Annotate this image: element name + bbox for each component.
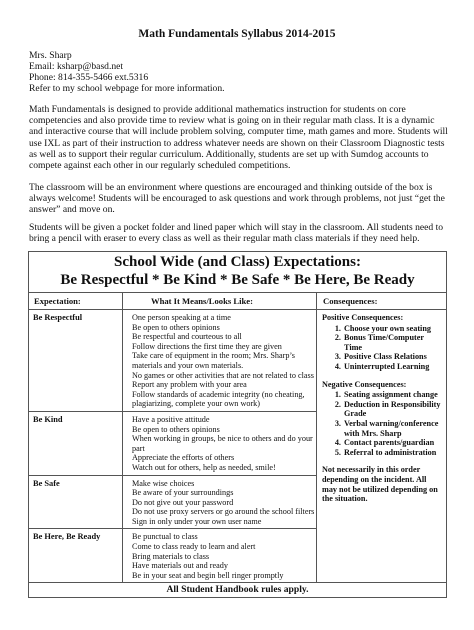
list-item: Appreciate the efforts of others [132, 453, 235, 463]
list-item: 2. Bonus Time/Computer Time [343, 333, 443, 352]
expectation-label: Be Here, Be Ready [29, 529, 123, 583]
list-item: When working in groups, be nice to others and do your part [132, 434, 313, 453]
list-item: 4. Contact parents/guardian [343, 438, 443, 448]
list-item: Follow directions the first time they are given [132, 341, 282, 351]
expectation-label: Be Kind [29, 411, 123, 475]
positive-consequences-list [322, 324, 443, 372]
column-header-consequences: Consequences: [317, 293, 447, 310]
list-item: 5. Referral to administration [343, 448, 443, 458]
list-item: 4. Uninterrupted Learning [343, 362, 443, 372]
list-item: 1. Seating assignment change [343, 390, 443, 400]
expectation-items [123, 475, 317, 529]
expectations-heading-line1: School Wide (and Class) Expectations: [114, 254, 361, 270]
teacher-phone: Phone: 814-355-5466 ext.5316 [29, 72, 149, 83]
expectations-heading [29, 252, 447, 293]
list-item: Watch out for others, help as needed, smile! [132, 462, 276, 472]
expectation-label: Be Safe [29, 475, 123, 529]
expectation-items [123, 411, 317, 475]
handbook-footer: All Student Handbook rules apply. [29, 583, 447, 598]
expectations-table [28, 251, 447, 598]
positive-consequences-heading: Positive Consequences: [322, 313, 404, 322]
list-item: 1. Choose your own seating [343, 324, 443, 334]
list-item: Be punctual to class [132, 532, 198, 542]
list-item: 3. Verbal warning/conference with Mrs. Sharp [343, 419, 443, 438]
list-item: Have materials out and ready [132, 561, 228, 571]
list-item: Take care of equipment in the room; Mrs. Sharp’s materials and your own materials. [132, 351, 295, 370]
materials-paragraph: Students will be given a pocket folder and lined paper which will stay in the classroom. All students need to bring a pencil with eraser to every class as well as their regular math class materials if they need help. [29, 222, 444, 245]
list-item: Sign in only under your own user name [132, 516, 262, 526]
list-item: Be respectful and courteous to all [132, 332, 242, 342]
list-item: 2. Deduction in Responsibility Grade [343, 400, 443, 419]
webpage-note: Refer to my school webpage for more information. [29, 83, 225, 94]
table-row [29, 310, 447, 412]
list-item: Report any problem with your area [132, 380, 247, 390]
negative-consequences-list [322, 390, 443, 457]
list-item: Do not use proxy servers or go around the school filters [132, 507, 315, 517]
list-item: Bring materials to class [132, 551, 210, 561]
teacher-email: Email: ksharp@basd.net [29, 61, 124, 72]
list-item: No games or other activities that are not related to class [132, 370, 314, 380]
negative-consequences-heading: Negative Consequences: [322, 379, 407, 389]
list-item: Do not give out your password [132, 497, 234, 507]
course-description-paragraph: Math Fundamentals is designed to provide additional mathematics instruction for students on core competencies and also provide time to review what is going on in their regular math class. It is a dynamic and interactive course that will include problem solving, computer time, math games and more. Students will use IXL as part of their instruction to address whatever needs are shown on their Classroom Diagnostic tests as well as to support their regular curriculum. Additionally, students are set up with Sumdog accounts to compete against each other in our regularly scheduled competitions. [29, 104, 448, 172]
contact-block [29, 50, 225, 94]
list-item: Be open to others opinions [132, 424, 220, 434]
list-item: Have a positive attitude [132, 414, 210, 424]
expectation-label: Be Respectful [29, 310, 123, 412]
list-item: 3. Positive Class Relations [343, 352, 443, 362]
list-item: Come to class ready to learn and alert [132, 542, 256, 552]
expectation-items [123, 529, 317, 583]
expectations-heading-line2: Be Respectful * Be Kind * Be Safe * Be Here, Be Ready [60, 272, 415, 288]
teacher-name: Mrs. Sharp [29, 50, 72, 61]
list-item: Be in your seat and begin bell ringer promptly [132, 570, 284, 580]
list-item: Make wise choices [132, 478, 195, 488]
list-item: One person speaking at a time [132, 313, 231, 322]
consequences-cell [317, 310, 447, 583]
page-title: Math Fundamentals Syllabus 2014-2015 [138, 28, 336, 40]
list-item: Be open to others opinions [132, 322, 220, 332]
column-header-means: What It Means/Looks Like: [123, 293, 317, 310]
list-item: Follow standards of academic integrity (no cheating, plagiarizing, complete your own work) [132, 389, 305, 409]
column-header-expectation: Expectation: [29, 293, 123, 310]
classroom-environment-paragraph: The classroom will be an environment where questions are encouraged and thinking outside of the box is always welcome! Students will be encouraged to ask questions and work through problems, not just “get the answer” and move on. [29, 182, 445, 216]
expectation-items [123, 310, 317, 412]
consequences-note: Not necessarily in this order depending on the incident. All may not be utilized depending on the situation. [322, 465, 438, 504]
list-item: Be aware of your surroundings [132, 488, 234, 498]
